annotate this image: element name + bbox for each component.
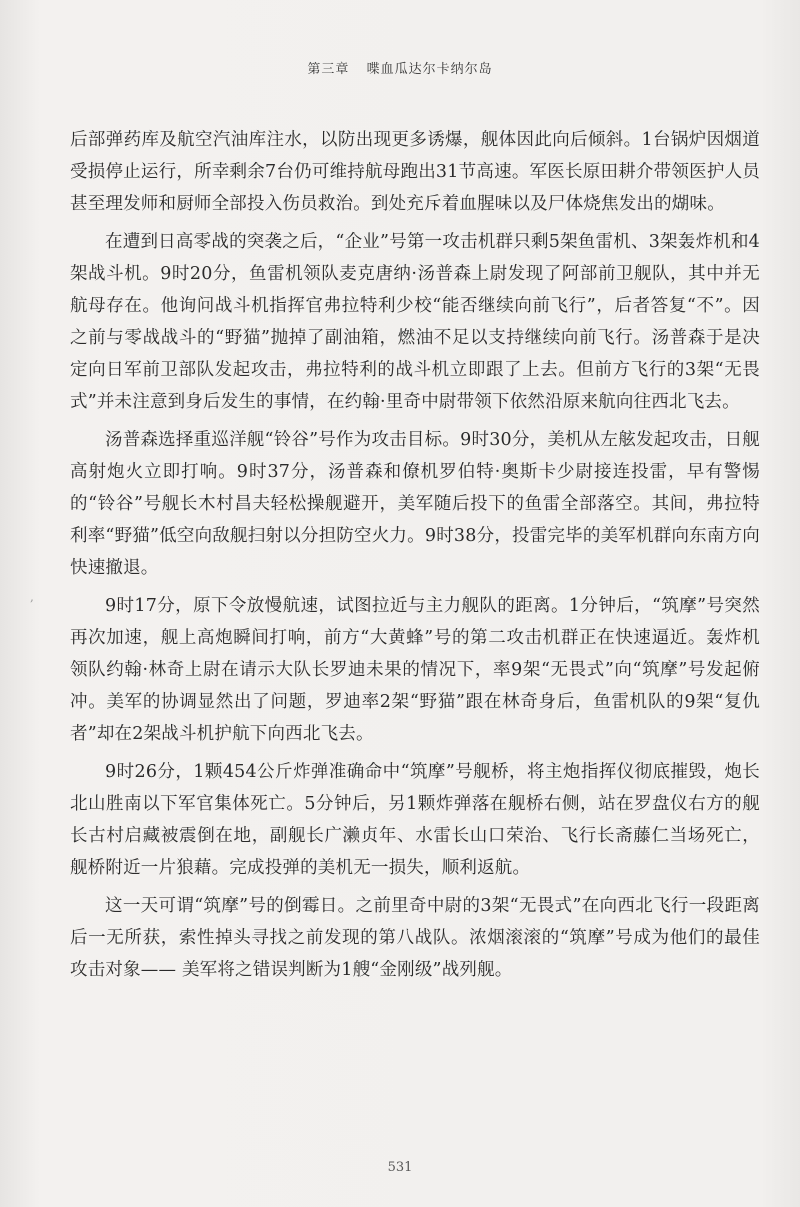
chapter-title: 喋血瓜达尔卡纳尔岛	[366, 62, 493, 77]
paragraph-5: 9时26分，1颗454公斤炸弹准确命中“筑摩”号舰桥，将主炮指挥仪彻底摧毁，炮长北山胜南以下军官集体死亡。5分钟后，另1颗炸弹落在舰桥右侧，站在罗盘仪右方的舰长古村启藏被震倒在地，副舰长广濑贞年、水雷长山口荣治、飞行长斋藤仁当场死亡，舰桥附近一片狼藉。完成投弹的美机无一损失，顺利返航。	[70, 762, 760, 878]
paragraph-1: 后部弹药库及航空汽油库注水，以防出现更多诱爆，舰体因此向后倾斜。1台锅炉因烟道受损停止运行，所幸剩余7台仍可维持航母跑出31节高速。军医长原田耕介带领医护人员甚至理发师和厨师全部投入伤员救治。到处充斥着血腥味以及尸体烧焦发出的煳味。	[70, 130, 760, 214]
paragraph-4: 9时17分，原下令放慢航速，试图拉近与主力舰队的距离。1分钟后，“筑摩”号突然再次加速，舰上高炮瞬间打响，前方“大黄蜂”号的第二攻击机群正在快速逼近。轰炸机领队约翰·林奇上尉在请示大队长罗迪未果的情况下，率9架“无畏式”向“筑摩”号发起俯冲。美军的协调显然出了问题，罗迪率2架“野猫”跟在林奇身后，鱼雷机队的9架“复仇者”却在2架战斗机护航下向西北飞去。	[70, 596, 760, 744]
chapter-label: 第三章	[307, 62, 350, 77]
paragraph-2: 在遭到日高零战的突袭之后，“企业”号第一攻击机群只剩5架鱼雷机、3架轰炸机和4架战斗机。9时20分，鱼雷机领队麦克唐纳·汤普森上尉发现了阿部前卫舰队，其中并无航母存在。他询问战斗机指挥官弗拉特利少校“能否继续向前飞行”，后者答复“不”。因之前与零战战斗的“野猫”抛掉了副油箱，燃油不足以支持继续向前飞行。汤普森于是决定向日军前卫部队发起攻击，弗拉特利的战斗机立即跟了上去。但前方飞行的3架“无畏式”并未注意到身后发生的事情，在约翰·里奇中尉带领下依然沿原来航向往西北飞去。	[70, 232, 760, 412]
paragraph-6: 这一天可谓“筑摩”号的倒霉日。之前里奇中尉的3架“无畏式”在向西北飞行一段距离后一无所获，索性掉头寻找之前发现的第八战队。浓烟滚滚的“筑摩”号成为他们的最佳攻击对象—— 美军将之错误判断为1艘“金刚级”战列舰。	[70, 896, 760, 980]
page-number: 531	[387, 1160, 413, 1175]
margin-mark: ,	[30, 590, 34, 604]
paragraph-3: 汤普森选择重巡洋舰“铃谷”号作为攻击目标。9时30分，美机从左舷发起攻击，日舰高射炮火立即打响。9时37分，汤普森和僚机罗伯特·奥斯卡少尉接连投雷，早有警惕的“铃谷”号舰长木村昌夫轻松操舰避开，美军随后投下的鱼雷全部落空。其间，弗拉特利率“野猫”低空向敌舰扫射以分担防空火力。9时38分，投雷完毕的美军机群向东南方向快速撤退。	[70, 430, 760, 578]
running-header	[0, 58, 800, 77]
body-text	[70, 124, 760, 992]
